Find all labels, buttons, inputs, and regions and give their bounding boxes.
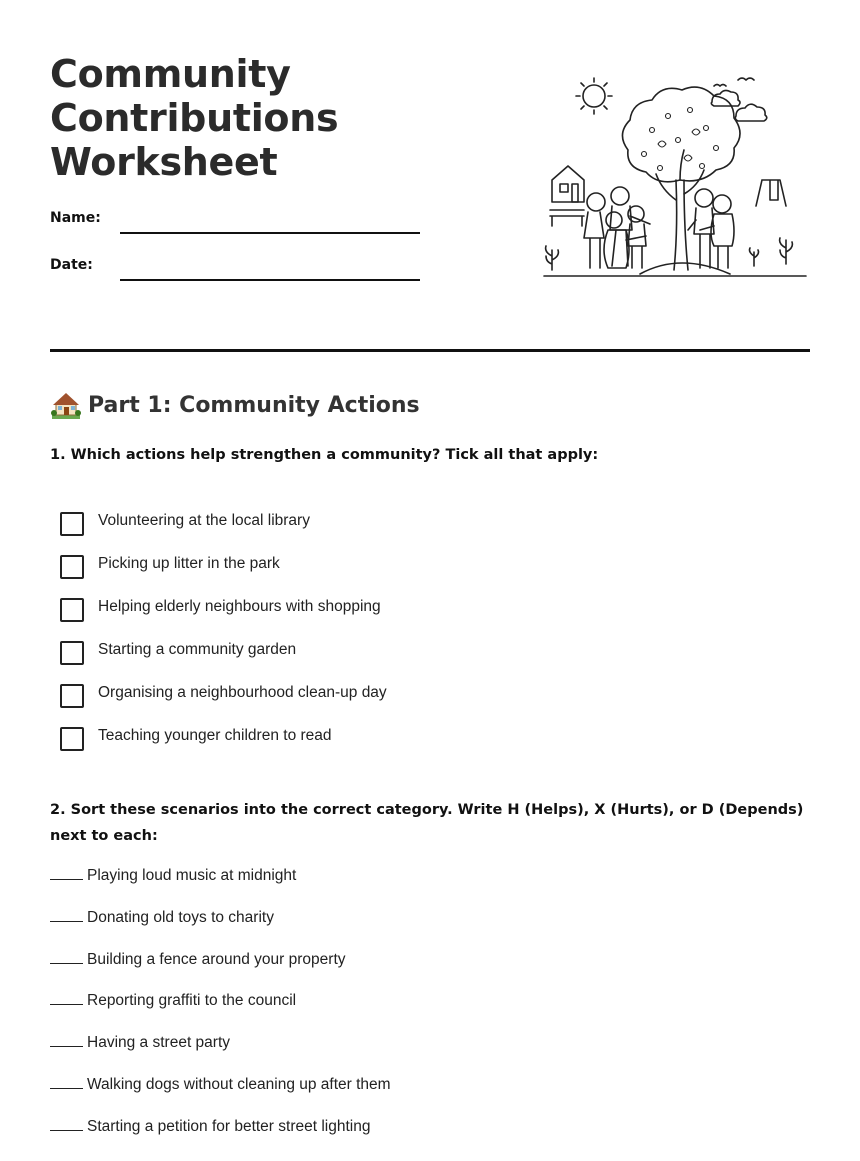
scenario-text: Reporting graffiti to the council xyxy=(87,992,297,1010)
answer-blank[interactable] xyxy=(50,1029,83,1047)
child-figure xyxy=(700,195,734,268)
date-label: Date: xyxy=(50,257,93,273)
scenario-item xyxy=(50,904,750,946)
title-line-1: Community xyxy=(50,52,291,96)
checklist-item-label: Picking up litter in the park xyxy=(98,555,280,572)
title-line-2: Contributions xyxy=(50,96,339,140)
answer-blank[interactable] xyxy=(50,987,83,1005)
scenario-text: Starting a petition for better street lighting xyxy=(87,1117,371,1135)
question-1: 1. Which actions help strengthen a community? Tick all that apply: xyxy=(50,447,599,463)
part1-heading xyxy=(50,388,420,422)
house-icon xyxy=(552,166,584,202)
checkbox[interactable] xyxy=(60,512,84,536)
checklist-item xyxy=(60,593,760,636)
house-with-garden-icon xyxy=(50,389,82,421)
date-field-row xyxy=(50,257,420,281)
checklist-item xyxy=(60,679,760,722)
child-figure xyxy=(688,189,714,268)
date-field[interactable] xyxy=(120,279,420,281)
checkbox[interactable] xyxy=(60,598,84,622)
soil-mound xyxy=(640,263,730,274)
checkbox[interactable] xyxy=(60,684,84,708)
question-1-checklist xyxy=(60,507,760,765)
checklist-item xyxy=(60,636,760,679)
answer-blank[interactable] xyxy=(50,904,83,922)
cloud-icon xyxy=(711,90,740,106)
header-divider xyxy=(50,349,810,352)
name-field[interactable] xyxy=(120,232,420,234)
answer-blank[interactable] xyxy=(50,1113,83,1131)
bird-icon xyxy=(738,78,754,80)
scenario-item xyxy=(50,1113,750,1155)
bird-icon xyxy=(714,85,726,87)
plant-icon xyxy=(780,238,793,264)
answer-blank[interactable] xyxy=(50,1071,83,1089)
checkbox[interactable] xyxy=(60,641,84,665)
part1-heading-text: Part 1: Community Actions xyxy=(88,392,420,418)
scenario-item xyxy=(50,862,750,904)
question-2-scenarios xyxy=(50,862,750,1155)
children-planting-tree-illustration xyxy=(540,70,810,290)
scenario-text: Walking dogs without cleaning up after them xyxy=(87,1075,391,1093)
checklist-item xyxy=(60,722,760,765)
scenario-text: Playing loud music at midnight xyxy=(87,867,297,884)
checklist-item-label: Volunteering at the local library xyxy=(98,512,310,529)
checklist-item xyxy=(60,507,760,550)
child-figure xyxy=(584,193,605,268)
answer-blank[interactable] xyxy=(50,862,83,880)
scenario-item xyxy=(50,987,750,1029)
name-field-row xyxy=(50,210,420,234)
checkbox[interactable] xyxy=(60,555,84,579)
scenario-item xyxy=(50,1029,750,1071)
sun-icon xyxy=(576,78,612,114)
plant-icon xyxy=(750,248,759,266)
checklist-item-label: Organising a neighbourhood clean-up day xyxy=(98,684,387,701)
checklist-item xyxy=(60,550,760,593)
scenario-item xyxy=(50,1071,750,1113)
scenario-text: Donating old toys to charity xyxy=(87,908,274,926)
plant-icon xyxy=(546,246,559,270)
checkbox[interactable] xyxy=(60,727,84,751)
scenario-text: Having a street party xyxy=(87,1034,231,1052)
checklist-item-label: Teaching younger children to read xyxy=(98,727,332,744)
answer-blank[interactable] xyxy=(50,946,83,964)
name-label: Name: xyxy=(50,210,101,226)
swing-set-icon xyxy=(756,180,786,206)
question-2: 2. Sort these scenarios into the correct category. Write H (Helps), X (Hurts), or D (Depends) next to each: xyxy=(50,802,804,844)
cloud-icon xyxy=(735,104,766,121)
scenario-text: Building a fence around your property xyxy=(87,950,346,968)
title-line-3: Worksheet xyxy=(50,140,278,184)
checklist-item-label: Starting a community garden xyxy=(98,641,297,658)
checklist-item-label: Helping elderly neighbours with shopping xyxy=(98,598,381,615)
page-title xyxy=(50,52,410,184)
bench-icon xyxy=(550,210,584,226)
scenario-item xyxy=(50,946,750,988)
